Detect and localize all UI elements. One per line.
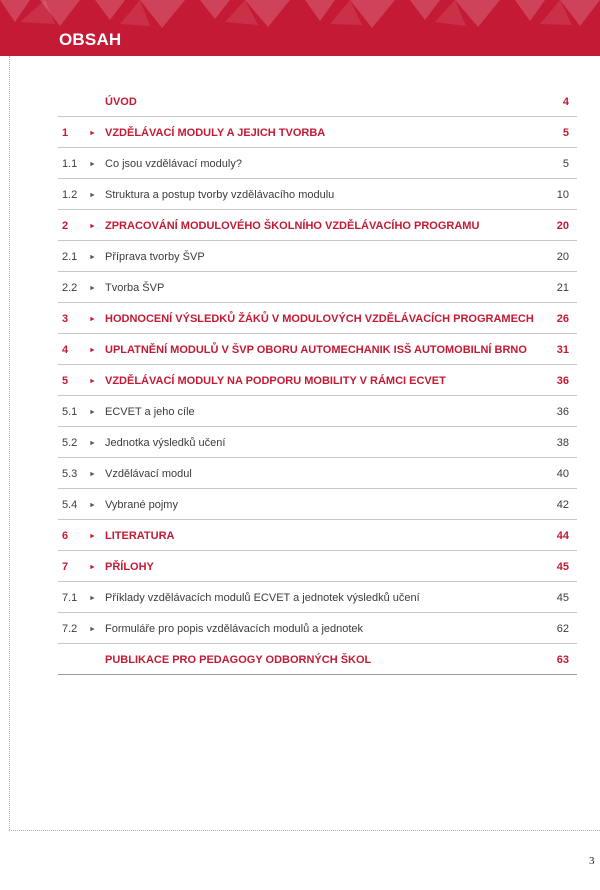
toc-title: ÚVOD [105,96,137,108]
dotted-frame-left [9,56,10,830]
toc-row[interactable] [58,613,577,644]
arrow-icon: ► [89,564,96,571]
toc-title: PUBLIKACE PRO PEDAGOGY ODBORNÝCH ŠKOL [105,654,372,666]
arrow-icon: ► [89,626,96,633]
toc-title: ZPRACOVÁNÍ MODULOVÉHO ŠKOLNÍHO VZDĚLÁVACÍHO PROGRAMU [105,220,480,232]
toc-number: 6 [62,530,69,542]
toc-page: 20 [556,251,569,263]
toc-row[interactable] [58,210,577,241]
toc-number: 4 [62,344,69,356]
toc-title: HODNOCENÍ VÝSLEDKŮ ŽÁKŮ V MODULOVÝCH VZDĚLÁVACÍCH PROGRAMECH [105,313,534,325]
toc-row[interactable] [58,365,577,396]
toc-title: Příklady vzdělávacích modulů ECVET a jednotek výsledků učení [105,592,420,604]
toc-number: 2 [62,220,69,232]
toc-row[interactable] [58,241,577,272]
toc-title: Struktura a postup tvorby vzdělávacího modulu [105,189,335,201]
toc-page: 4 [562,96,569,108]
toc-number: 7.2 [62,623,78,635]
toc-number: 2.1 [62,251,78,263]
arrow-icon: ► [89,471,96,478]
page-title: OBSAH [59,30,122,49]
toc-page: 5 [562,158,569,170]
toc-page: 21 [556,282,569,294]
arrow-icon: ► [89,254,96,261]
toc-row[interactable] [58,396,577,427]
toc-row[interactable] [58,148,577,179]
toc-page: 5 [562,127,569,139]
toc-row[interactable] [58,427,577,458]
toc-row[interactable] [58,551,577,582]
toc-row[interactable] [58,458,577,489]
toc-title: Příprava tvorby ŠVP [105,251,205,263]
arrow-icon: ► [89,347,96,354]
toc-row[interactable] [58,117,577,148]
dotted-frame-bottom [9,830,600,831]
toc-page: 45 [556,561,569,573]
toc-number: 5.1 [62,406,78,418]
toc-row[interactable] [58,520,577,551]
toc-page: 38 [556,437,569,449]
toc-number: 1.2 [62,189,78,201]
header-banner [0,0,600,56]
arrow-icon: ► [89,192,96,199]
arrow-icon: ► [89,378,96,385]
toc-number: 7 [62,561,69,573]
toc-title: Vzdělávací modul [105,468,192,480]
toc-number: 5 [62,375,69,387]
toc-title: UPLATNĚNÍ MODULŮ V ŠVP OBORU AUTOMECHANIK ISŠ AUTOMOBILNÍ BRNO [105,344,527,356]
toc-title: VZDĚLÁVACÍ MODULY A JEJICH TVORBA [105,127,326,139]
toc-number: 5.2 [62,437,78,449]
toc-title: ECVET a jeho cíle [105,406,195,418]
toc-number: 2.2 [62,282,78,294]
toc-row[interactable] [58,272,577,303]
toc-number: 7.1 [62,592,78,604]
toc-row[interactable] [58,644,577,675]
arrow-icon: ► [89,595,96,602]
toc-page: 31 [556,344,569,356]
toc-title: Jednotka výsledků učení [105,437,226,449]
table-of-contents [58,86,577,675]
toc-page: 20 [556,220,569,232]
toc-page: 10 [556,189,569,201]
toc-number: 5.4 [62,499,78,511]
arrow-icon: ► [89,130,96,137]
arrow-icon: ► [89,502,96,509]
toc-number: 1 [62,127,69,139]
toc-page: 45 [556,592,569,604]
toc-row[interactable] [58,582,577,613]
toc-title: Co jsou vzdělávací moduly? [105,158,242,170]
toc-row[interactable] [58,489,577,520]
toc-title: PŘÍLOHY [105,561,154,573]
toc-page: 62 [556,623,569,635]
toc-title: VZDĚLÁVACÍ MODULY NA PODPORU MOBILITY V RÁMCI ECVET [105,375,446,387]
toc-row[interactable] [58,303,577,334]
toc-title: LITERATURA [105,530,175,542]
arrow-icon: ► [89,223,96,230]
toc-page: 26 [556,313,569,325]
arrow-icon: ► [89,316,96,323]
toc-row[interactable] [58,179,577,210]
toc-row[interactable] [58,334,577,365]
arrow-icon: ► [89,161,96,168]
toc-number: 5.3 [62,468,78,480]
arrow-icon: ► [89,409,96,416]
toc-row[interactable] [58,86,577,117]
arrow-icon: ► [89,440,96,447]
toc-page: 36 [556,406,569,418]
arrow-icon: ► [89,533,96,540]
page-number: 3 [589,855,595,867]
toc-page: 42 [556,499,569,511]
toc-number: 3 [62,313,69,325]
toc-title: Tvorba ŠVP [105,282,165,294]
arrow-icon: ► [89,285,96,292]
toc-page: 36 [556,375,569,387]
toc-page: 44 [556,530,569,542]
toc-number: 1.1 [62,158,78,170]
toc-page: 63 [556,654,569,666]
toc-title: Vybrané pojmy [105,499,178,511]
toc-page: 40 [556,468,569,480]
toc-title: Formuláře pro popis vzdělávacích modulů a jednotek [105,623,364,635]
